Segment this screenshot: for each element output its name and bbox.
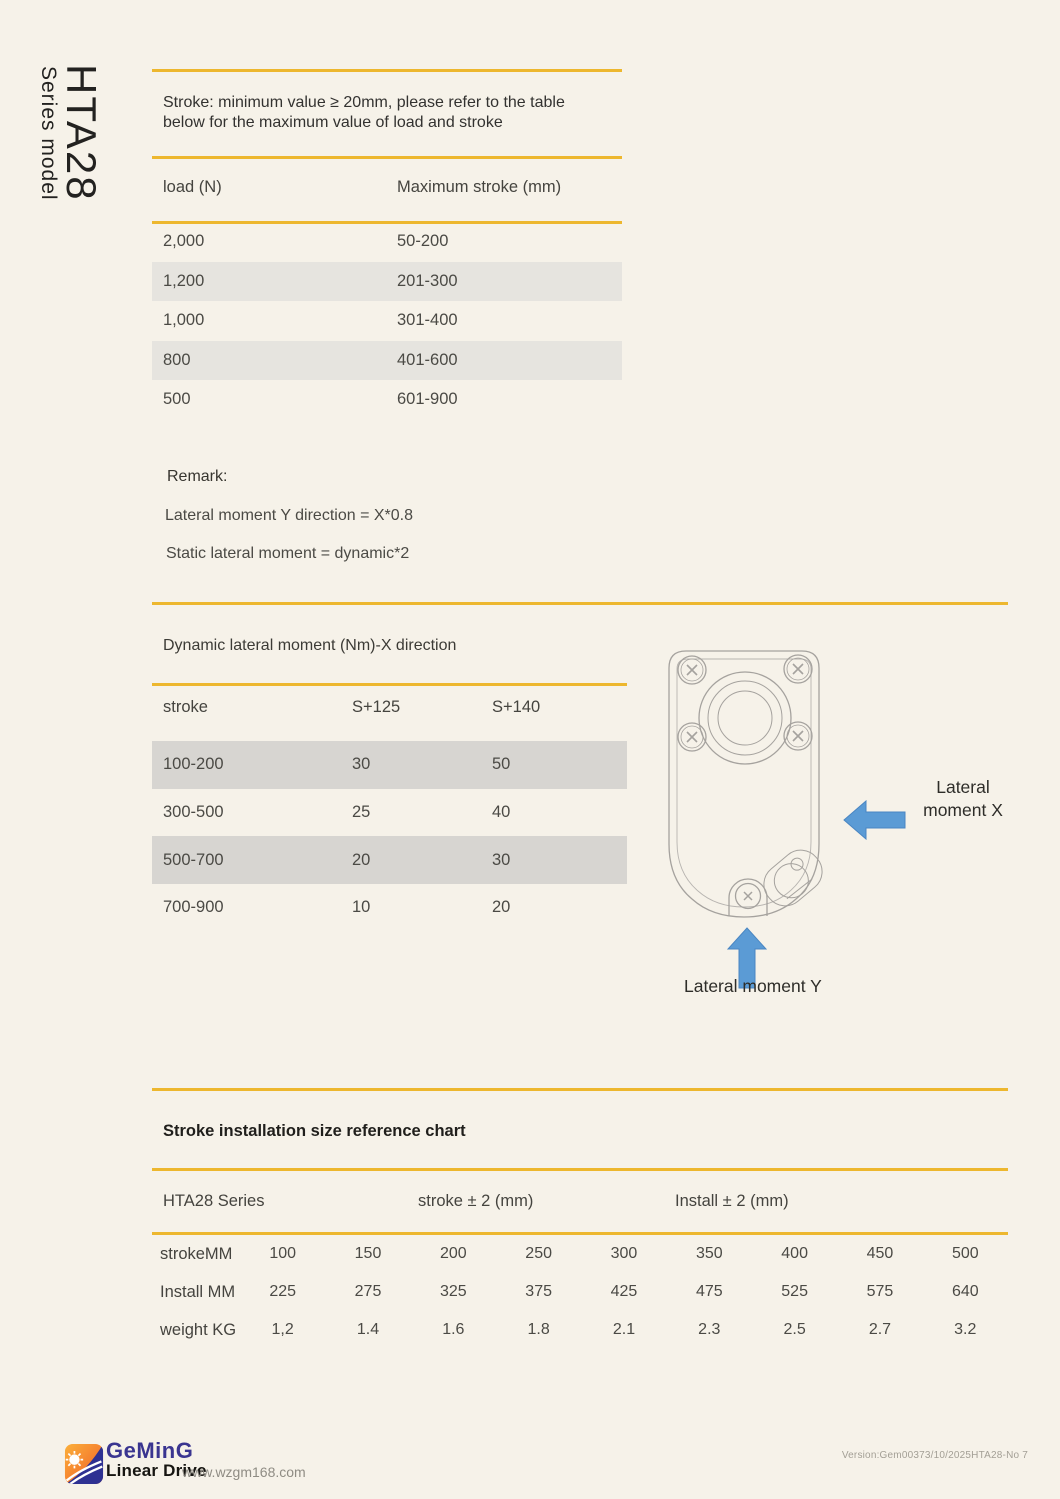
- remark-line1: Lateral moment Y direction = X*0.8: [165, 507, 413, 524]
- table-row: [152, 884, 627, 932]
- install-value: 640: [951, 1283, 979, 1300]
- series-header: HTA28 Series: [163, 1192, 265, 1210]
- s140-column-header: S+140: [492, 698, 541, 716]
- lateral-moment-x-label-line2: moment X: [923, 800, 1003, 820]
- load-table-header: [152, 178, 622, 197]
- weight-value: 1.4: [356, 1321, 380, 1338]
- page-title: HTA28: [58, 64, 106, 202]
- row-label: Install MM: [160, 1282, 236, 1301]
- load-value: 2,000: [163, 232, 205, 251]
- load-value: 1,200: [163, 271, 205, 290]
- install-value: 225: [269, 1283, 297, 1300]
- lateral-moment-x-arrow-icon: [843, 800, 906, 840]
- moment-s125: 20: [352, 850, 371, 869]
- section-divider: [152, 602, 1008, 605]
- table-row: [152, 380, 622, 420]
- stroke-value: 100: [269, 1245, 297, 1262]
- moment-s125: 10: [352, 898, 371, 917]
- moment-table-header: [152, 698, 627, 717]
- weight-value: 2.1: [612, 1321, 636, 1338]
- table-row: [152, 301, 622, 341]
- moment-s140: 20: [492, 898, 511, 917]
- moment-s140: 40: [492, 803, 511, 822]
- moment-s140: 30: [492, 850, 511, 869]
- weight-value: 2.5: [783, 1321, 806, 1338]
- max-stroke-column-header: Maximum stroke (mm): [397, 178, 562, 196]
- table-row: [152, 789, 627, 837]
- stroke-range: 201-300: [397, 271, 458, 290]
- row-label: weight KG: [160, 1320, 237, 1339]
- stroke-value: 250: [525, 1245, 552, 1262]
- install-table: [152, 1235, 1008, 1349]
- remark-title: Remark:: [167, 468, 228, 485]
- stroke-value: 500: [951, 1245, 979, 1262]
- stroke-note-line2: below for the maximum value of load and stroke: [163, 114, 503, 131]
- actuator-top-view-drawing: [663, 646, 825, 926]
- stroke-value: 450: [866, 1245, 894, 1262]
- table-row: [152, 222, 622, 262]
- table-row-stroke: [152, 1235, 1008, 1273]
- stroke-value: 350: [695, 1245, 723, 1262]
- remark-line2: Static lateral moment = dynamic*2: [166, 545, 410, 562]
- install-value: 375: [525, 1283, 552, 1300]
- section-divider: [152, 1088, 1008, 1091]
- stroke-range: 500-700: [163, 850, 224, 869]
- table-row: [152, 741, 627, 789]
- install-value: 275: [354, 1283, 382, 1300]
- load-table: [152, 222, 622, 420]
- stroke-value: 300: [610, 1245, 638, 1262]
- weight-value: 1,2: [271, 1321, 294, 1338]
- weight-value: 2.3: [698, 1321, 721, 1338]
- moment-s125: 25: [352, 803, 371, 822]
- table-row: [152, 836, 627, 884]
- install-value: 425: [610, 1283, 638, 1300]
- stroke-value: 200: [439, 1245, 467, 1262]
- table-row-install: [152, 1273, 1008, 1311]
- stroke-column-header: stroke: [163, 698, 208, 716]
- weight-value: 1.6: [442, 1321, 465, 1338]
- install-value: 575: [866, 1283, 894, 1300]
- geming-logo-icon: [64, 1442, 104, 1486]
- weight-value: 2.7: [868, 1321, 892, 1338]
- divider: [152, 1168, 1008, 1171]
- load-column-header: load (N): [163, 178, 222, 196]
- stroke-note: [163, 93, 565, 133]
- load-value: 500: [163, 390, 191, 409]
- divider: [152, 69, 622, 72]
- stroke-range: 300-500: [163, 803, 224, 822]
- weight-value: 3.2: [954, 1321, 977, 1338]
- stroke-range: 401-600: [397, 350, 458, 369]
- stroke-range: 50-200: [397, 232, 449, 251]
- logo-brand-subtitle: Linear Drive: [106, 1461, 207, 1480]
- screw-icon: [678, 655, 812, 751]
- install-section-title: Stroke installation size reference chart: [163, 1122, 466, 1140]
- divider: [152, 683, 627, 686]
- install-value: 525: [781, 1283, 808, 1300]
- stroke-range: 700-900: [163, 898, 224, 917]
- s125-column-header: S+125: [352, 698, 401, 716]
- lateral-moment-y-label: Lateral moment Y: [684, 976, 822, 996]
- stroke-range: 100-200: [163, 755, 224, 774]
- stroke-range: 601-900: [397, 390, 458, 409]
- bottom-mount-tab: [729, 879, 767, 916]
- stroke-range: 301-400: [397, 311, 458, 330]
- stroke-note-line1: Stroke: minimum value ≥ 20mm, please refer to the table: [163, 94, 565, 111]
- stroke-value: 150: [354, 1245, 382, 1262]
- install-header: Install ± 2 (mm): [675, 1192, 789, 1210]
- load-value: 1,000: [163, 311, 205, 330]
- table-row: [152, 262, 622, 302]
- logo-brand-name: GeMinG: [106, 1438, 194, 1463]
- divider: [152, 156, 622, 159]
- moment-table: [152, 741, 627, 932]
- install-value: 325: [439, 1283, 467, 1300]
- moment-s140: 50: [492, 755, 511, 774]
- version-number: Version:Gem00373/10/2025HTA28-No 7: [841, 1450, 1028, 1461]
- lateral-moment-x-label-line1: Lateral: [936, 777, 990, 797]
- weight-value: 1.8: [527, 1321, 550, 1338]
- install-value: 475: [695, 1283, 723, 1300]
- moment-table-title: Dynamic lateral moment (Nm)-X direction: [163, 637, 457, 654]
- load-value: 800: [163, 350, 191, 369]
- stroke-header: stroke ± 2 (mm): [418, 1192, 534, 1210]
- moment-s125: 30: [352, 755, 371, 774]
- series-title-block: [36, 64, 106, 304]
- page-subtitle: Series model: [37, 66, 61, 201]
- table-row: [152, 341, 622, 381]
- row-label: strokeMM: [160, 1244, 233, 1263]
- lateral-moment-x-label: [903, 776, 1023, 822]
- stroke-value: 400: [781, 1245, 808, 1262]
- table-row-weight: [152, 1311, 1008, 1349]
- website-url: www.wzgm168.com: [182, 1464, 306, 1480]
